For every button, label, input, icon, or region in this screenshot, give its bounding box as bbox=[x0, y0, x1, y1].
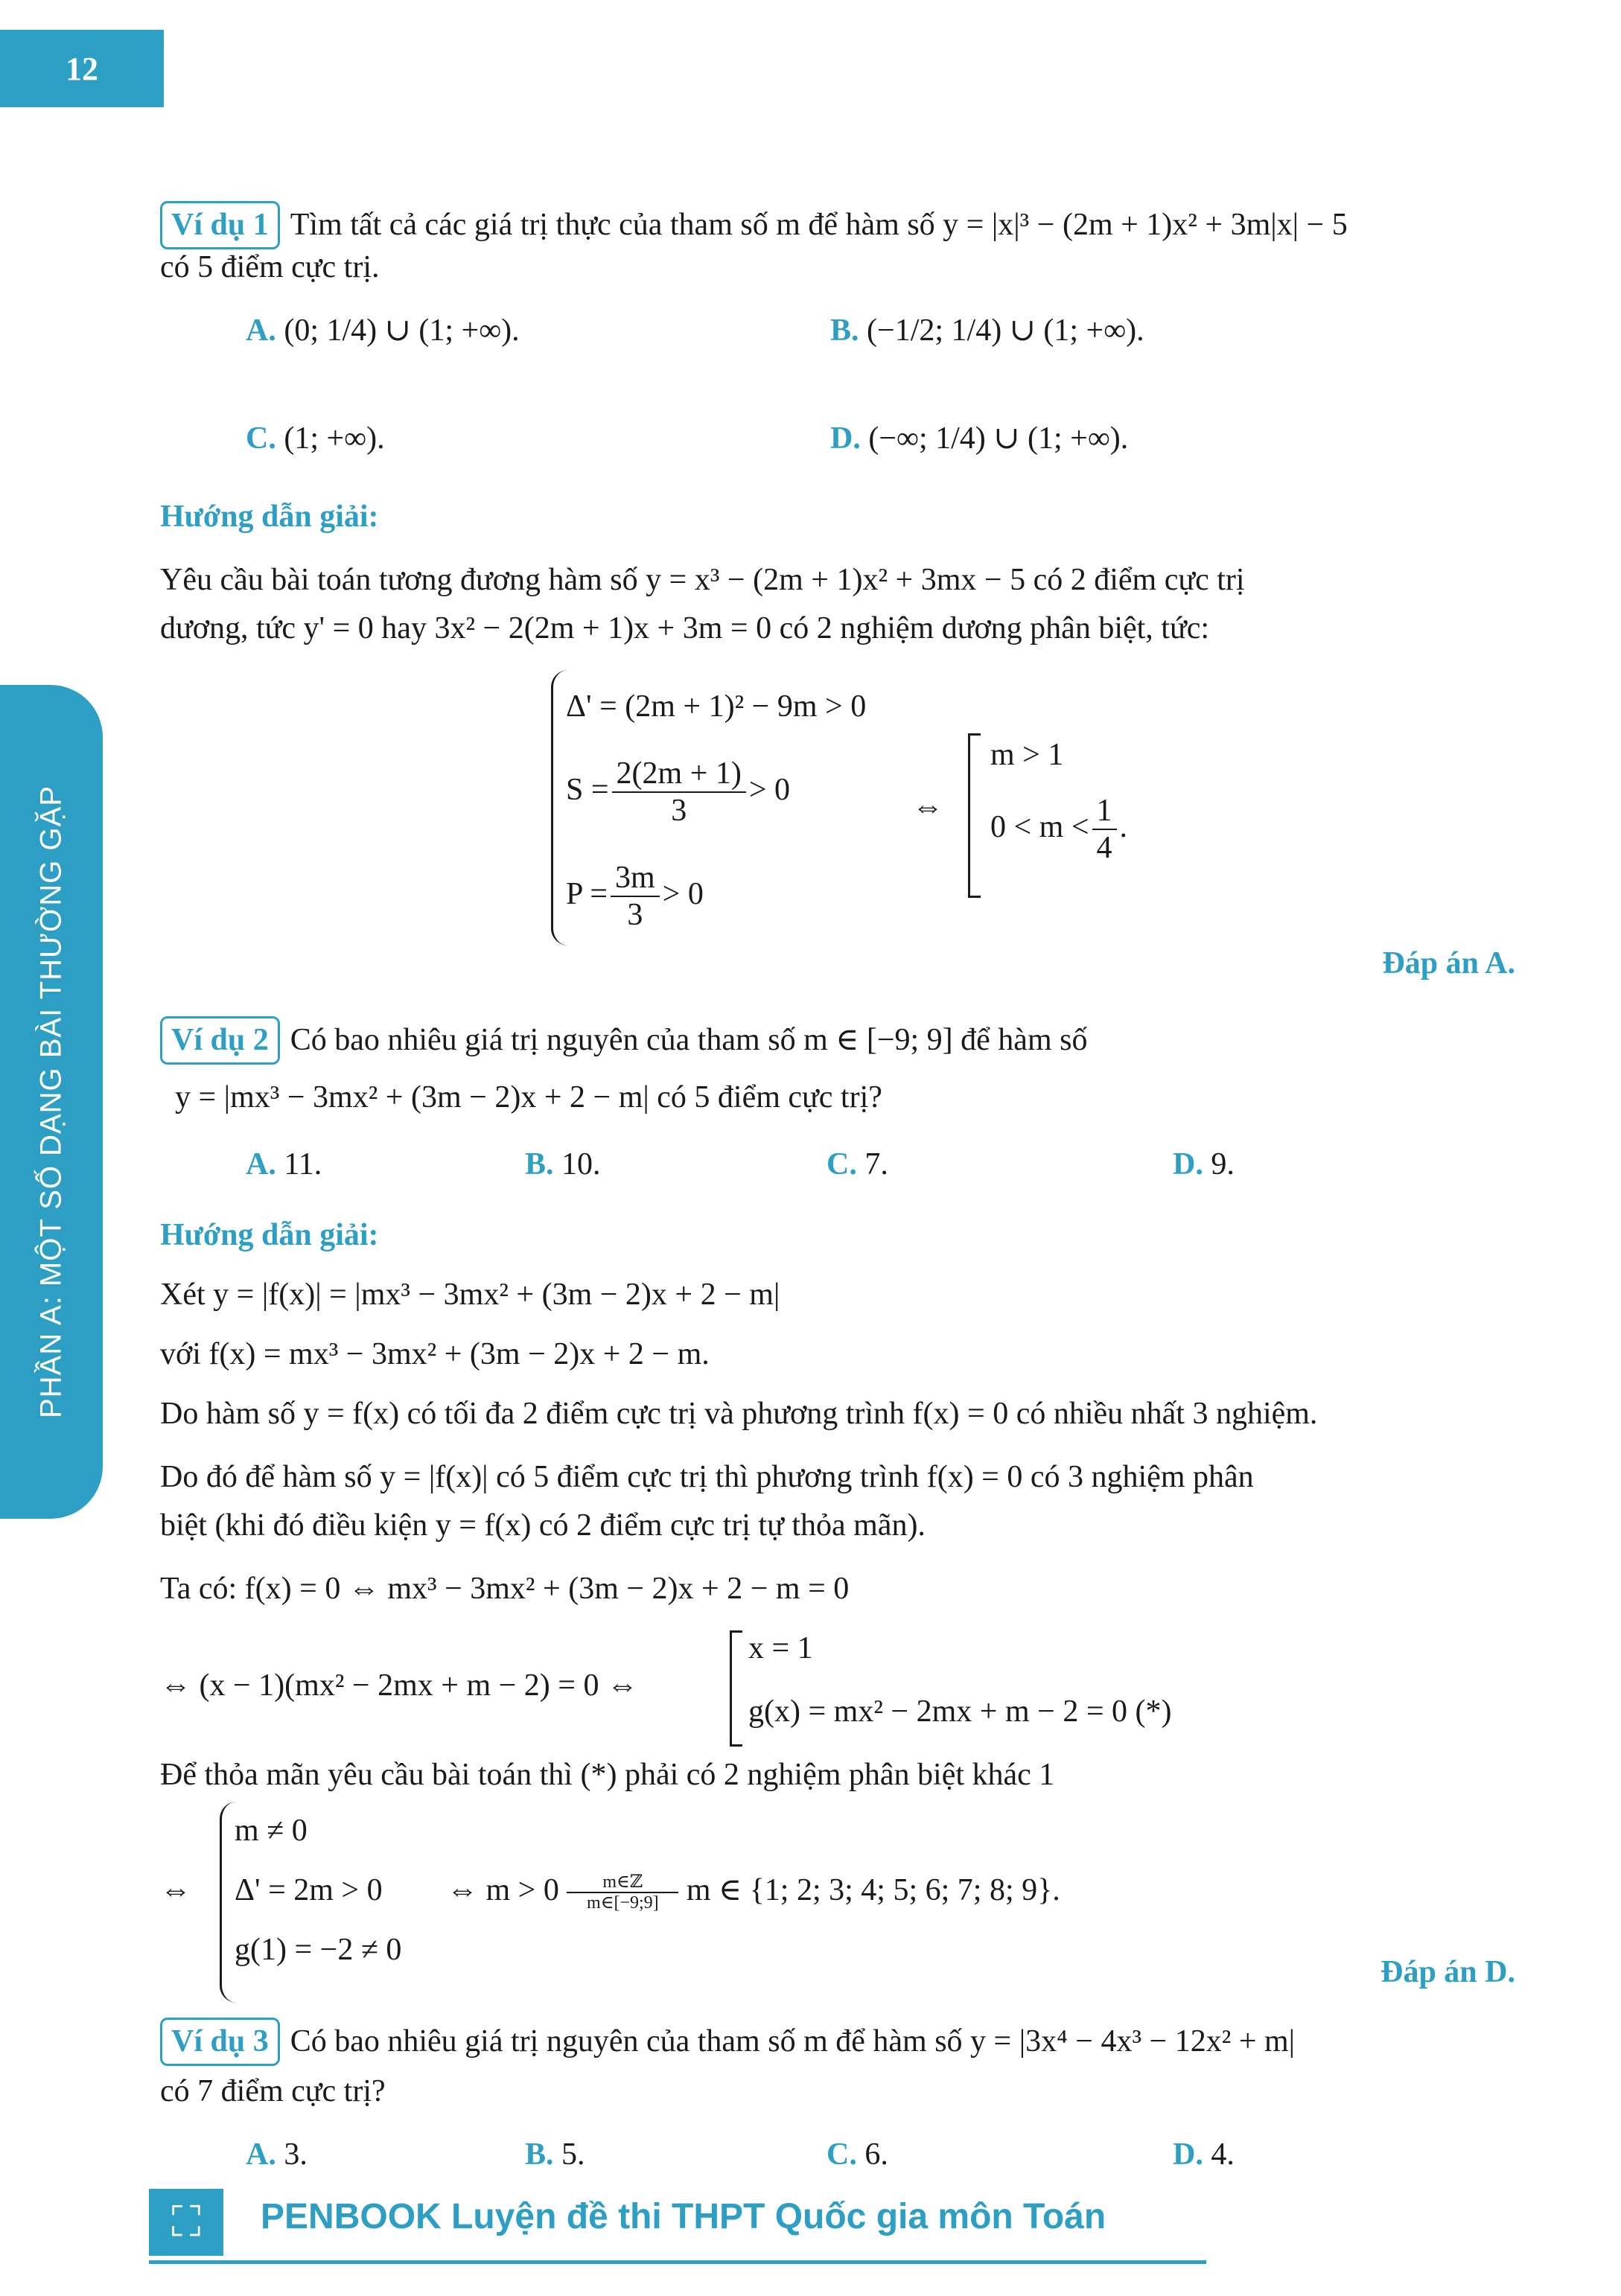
example-2-question bbox=[160, 1016, 1087, 1065]
footer-divider bbox=[149, 2260, 1206, 2264]
example-3-text-2: có 7 điểm cực trị? bbox=[160, 2074, 386, 2108]
ex2-root-1: x = 1 bbox=[748, 1631, 813, 1665]
ex2-line-3: Do hàm số y = f(x) có tối đa 2 điểm cực trị và phương trình f(x) = 0 có nhiều nhất 3 nghiệm. bbox=[160, 1397, 1318, 1431]
example-1-question bbox=[160, 201, 1348, 249]
ex1-guide-heading: Hướng dẫn giải: bbox=[160, 500, 379, 534]
footer-title: PENBOOK Luyện đề thi THPT Quốc gia môn Toán bbox=[261, 2197, 1106, 2236]
example-3-label: Ví dụ 3 bbox=[160, 2018, 280, 2066]
ex1-result-bracket bbox=[968, 733, 981, 898]
ex2-option-d: D. 9. bbox=[1173, 1147, 1235, 1182]
ex1-option-a: A. (0; 1/4) ∪ (1; +∞). bbox=[246, 313, 520, 348]
ex1-result-1: m > 1 bbox=[990, 738, 1064, 772]
ex2-option-c: C. 7. bbox=[827, 1147, 888, 1182]
ex1-option-c: C. (1; +∞). bbox=[246, 421, 385, 456]
ex1-equiv: ⇔ bbox=[912, 790, 943, 824]
example-2-text-1: Có bao nhiêu giá trị nguyên của tham số m ∈ [−9; 9] để hàm số bbox=[290, 1023, 1088, 1057]
side-section-tab bbox=[0, 685, 103, 1519]
example-1-text-2: có 5 điểm cực trị. bbox=[160, 250, 380, 284]
ex3-option-d: D. 4. bbox=[1173, 2137, 1235, 2172]
ex1-result-2: 0 < m < $\frac{1}{4}$ . bbox=[990, 794, 1128, 866]
ex2-cond-1: m ≠ 0 bbox=[235, 1814, 308, 1848]
ex1-solution-2: dương, tức y' = 0 hay 3x² − 2(2m + 1)x + 3m = 0 có 2 nghiệm dương phân biệt, tức: bbox=[160, 611, 1210, 645]
ex1-solution-1: Yêu cầu bài toán tương đương hàm số y = x³ − (2m + 1)x² + 3mx − 5 có 2 điểm cực trị bbox=[160, 563, 1245, 597]
example-2-label: Ví dụ 2 bbox=[160, 1016, 280, 1065]
ex2-option-a: A. 11. bbox=[246, 1147, 322, 1182]
ex2-line-7: ⇔ (x − 1)(mx² − 2mx + m − 2) = 0 ⇔ bbox=[160, 1668, 638, 1703]
ex1-sys-line-3: P = $\frac{3m}{3}$ > 0 bbox=[566, 861, 704, 933]
example-2-text-2: y = |mx³ − 3mx² + (3m − 2)x + 2 − m| có 5 điểm cực trị? bbox=[175, 1080, 882, 1114]
ex2-line-1: Xét y = |f(x)| = |mx³ − 3mx² + (3m − 2)x + 2 − m| bbox=[160, 1278, 780, 1312]
ex1-sys-line-1: Δ' = (2m + 1)² − 9m > 0 bbox=[566, 689, 867, 724]
ex2-line-6: Ta có: f(x) = 0 ⇔ mx³ − 3mx² + (3m − 2)x + 2 − m = 0 bbox=[160, 1572, 850, 1606]
penbook-logo-icon: ⛶ bbox=[149, 2189, 223, 2256]
ex2-guide-heading: Hướng dẫn giải: bbox=[160, 1218, 379, 1252]
ex3-option-a: A. 3. bbox=[246, 2137, 308, 2172]
side-tab-label: PHẦN A: MỘT SỐ DẠNG BÀI THƯỜNG GẶP bbox=[34, 785, 68, 1419]
ex2-mid: ⇔ m > 0 m∈ℤ m∈[−9;9] m ∈ {1; 2; 3; 4; 5; 6; 7; 8; 9}. bbox=[447, 1872, 1060, 1913]
ex2-root-2: g(x) = mx² − 2mx + m − 2 = 0 (*) bbox=[748, 1694, 1172, 1729]
ex1-sys-line-2: S = $\frac{2(2m + 1)}{3}$ > 0 bbox=[566, 756, 791, 829]
ex2-roots-bracket bbox=[730, 1630, 742, 1747]
page-footer bbox=[149, 2189, 1206, 2256]
ex2-option-b: B. 10. bbox=[525, 1147, 601, 1182]
ex2-line-8: Để thỏa mãn yêu cầu bài toán thì (*) phải có 2 nghiệm phân biệt khác 1 bbox=[160, 1758, 1055, 1792]
ex1-answer: Đáp án A. bbox=[1382, 946, 1515, 980]
page-number: 12 bbox=[0, 30, 164, 107]
example-1-text-1: Tìm tất cả các giá trị thực của tham số m để hàm số y = |x|³ − (2m + 1)x² + 3m|x| − 5 bbox=[290, 208, 1348, 242]
ex3-option-b: B. 5. bbox=[525, 2137, 585, 2172]
ex2-implication-arrow: m∈ℤ m∈[−9;9] bbox=[567, 1872, 678, 1913]
ex2-cond-3: g(1) = −2 ≠ 0 bbox=[235, 1933, 402, 1967]
ex2-line-2: với f(x) = mx³ − 3mx² + (3m − 2)x + 2 − m. bbox=[160, 1337, 710, 1371]
example-3-question bbox=[160, 2018, 1295, 2066]
ex2-line-5: biệt (khi đó điều kiện y = f(x) có 2 điểm cực trị tự thỏa mãn). bbox=[160, 1508, 926, 1543]
ex2-cond-2: Δ' = 2m > 0 bbox=[235, 1873, 383, 1907]
ex1-option-b: B. (−1/2; 1/4) ∪ (1; +∞). bbox=[830, 313, 1144, 348]
ex2-line-4: Do đó để hàm số y = |f(x)| có 5 điểm cực trị thì phương trình f(x) = 0 có 3 nghiệm phân bbox=[160, 1460, 1254, 1494]
ex3-option-c: C. 6. bbox=[827, 2137, 888, 2172]
ex1-option-d: D. (−∞; 1/4) ∪ (1; +∞). bbox=[830, 421, 1129, 456]
ex2-answer: Đáp án D. bbox=[1380, 1955, 1515, 1989]
example-1-label: Ví dụ 1 bbox=[160, 201, 280, 249]
example-3-text-1: Có bao nhiêu giá trị nguyên của tham số m để hàm số y = |3x⁴ − 4x³ − 12x² + m| bbox=[290, 2024, 1296, 2059]
ex2-equiv: ⇔ bbox=[160, 1873, 191, 1907]
